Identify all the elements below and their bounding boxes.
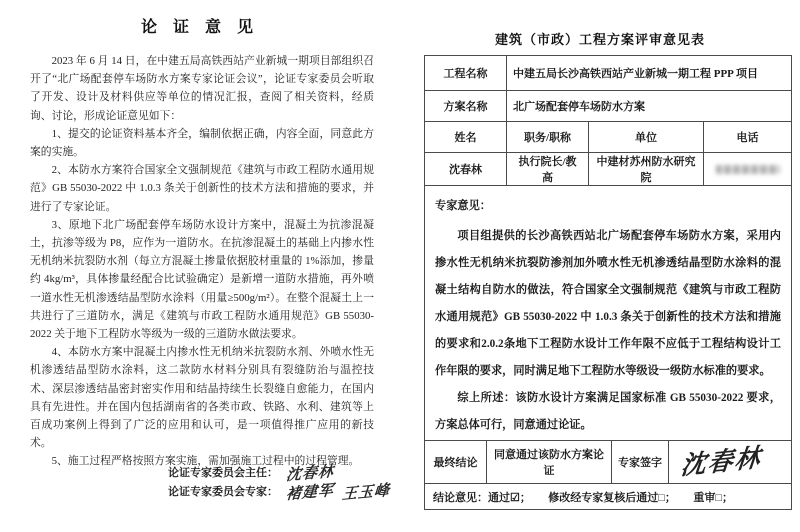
phone-number-redacted xyxy=(716,165,780,174)
expert-signature-1: 褚建军 xyxy=(285,480,335,504)
expert-organization: 中建材苏州防水研究院 xyxy=(588,153,703,185)
conclusion-options-row xyxy=(425,483,791,509)
expert-opinion-paragraph-2: 综上所述：该防水设计方案满足国家标准 GB 55030-2022 要求，方案总体可行，同意通过论证。 xyxy=(435,392,781,431)
final-conclusion-value: 同意通过该防水方案论证 xyxy=(486,441,611,483)
expert-sign-label: 专家签字 xyxy=(611,441,668,483)
opinion-body xyxy=(30,52,374,471)
expert-position: 执行院长/教高 xyxy=(506,153,588,185)
header-organization: 单位 xyxy=(588,122,703,152)
experts-signature-label: 论证专家委员会专家： xyxy=(168,486,278,498)
review-table xyxy=(424,55,792,510)
form-title: 建筑（市政）工程方案评审意见表 xyxy=(494,32,705,47)
expert-info-row xyxy=(425,152,791,185)
expert-header-row xyxy=(425,121,791,152)
final-conclusion-label: 最终结论 xyxy=(433,457,478,469)
chair-signature-label: 论证专家委员会主任： xyxy=(168,467,278,479)
conclusion-revise-unchecked: 修改经专家复核后通过□； xyxy=(548,491,676,504)
project-name-row xyxy=(425,56,791,90)
expert-opinion-label: 专家意见： xyxy=(435,200,491,212)
opinion-item-1: 1、提交的论证资料基本齐全，编制依据正确，内容全面，同意此方案的实施。 xyxy=(30,127,374,159)
expert-signature-2: 王玉峰 xyxy=(341,480,391,504)
header-phone: 电话 xyxy=(703,122,791,152)
scheme-name-label: 方案名称 xyxy=(443,101,488,113)
opinion-item-5: 5、施工过程严格按照方案实施，需加强施工过程中的过程管理。 xyxy=(51,455,360,468)
expert-opinion-row xyxy=(425,185,791,440)
page-title: 论 证 意 见 xyxy=(140,19,259,36)
opinion-item-4: 4、本防水方案中混凝土内掺水性无机纳米抗裂防水剂、外喷水性无机渗透结晶型防水涂料，这二款防水材料分别具有裂缝防治与温控技术、深层渗透结晶密封密实作用和结晶持续生长裂缝自愈能力，在国内具有先进性。并在国内包括湖南省的各类市政、铁路、水利、建筑等上百成功案例上得到了广泛的应用和认可，是一项值得推广应用的新技术。 xyxy=(30,346,374,450)
expert-name: 沈春林 xyxy=(449,164,482,176)
conclusion-options-cell xyxy=(425,484,791,509)
expert-sign-cell xyxy=(668,441,791,483)
conclusion-review-unchecked: 重审□； xyxy=(693,491,733,504)
scheme-name-value: 北广场配套停车场防水方案 xyxy=(506,91,791,121)
conclusion-pass-checked: 结论意见：通过☑； xyxy=(433,491,531,504)
chair-signature-row xyxy=(168,461,390,485)
opinion-item-2: 2、本防水方案符合国家全文强制规范《建筑与市政工程防水通用规范》GB 55030-2022 中 1.0.3 条关于创新性的技术方法和措施的要求，并进行了专家论证。 xyxy=(30,164,374,213)
header-position: 职务/职称 xyxy=(506,122,588,152)
chair-signature: 沈春林 xyxy=(285,461,335,485)
header-name: 姓名 xyxy=(454,132,477,144)
experts-signature-row xyxy=(168,480,391,504)
intro-paragraph: 2023 年 6 月 14 日，在中建五局高铁西站产业新城一期项目部组织召开了“北广场配套停车场防水方案专家论证会议”，论证专家委员会听取了开发、设计及材料供应等单位的情况汇报，查阅了相关资料，经质询、讨论，形成论证意见如下： xyxy=(30,55,374,122)
project-name-label: 工程名称 xyxy=(443,68,488,80)
expert-phone-cell xyxy=(703,153,791,185)
project-name-value: 中建五局长沙高铁西站产业新城一期工程 PPP 项目 xyxy=(506,56,791,90)
expert-opinion-cell xyxy=(425,186,791,440)
opinion-item-3: 3、原地下北广场配套停车场防水设计方案中，混凝土为抗渗混凝土，抗渗等级为 P8，应作为一道防水。在抗渗混凝土的基础上内掺水性无机纳米抗裂防水剂（每立方混凝土掺量依据胶材重量的 1%添加，掺量约 4kg/m³，具体掺量经配合比试验确定）是新增一道防水措施，再外喷一道水性无机渗透结晶型防水涂料（用量≥500g/m²）。在整个混凝土上一共进行了三道防水，满足《建筑与市政工程防水通用规范》GB 55030-2022 关于地下工程防水等级为一级的三道防水做法要求。 xyxy=(30,218,374,341)
final-conclusion-row xyxy=(425,440,791,483)
expert-opinion-paragraph-1: 项目组提供的长沙高铁西站北广场配套停车场防水方案，采用内掺水性无机纳米抗裂防渗剂加外喷水性无机渗透结晶型防水涂料的混凝土结构自防水的做法，符合国家全文强制规范《建筑与市政工程防水通用规范》GB 55030-2022 中 1.0.3 条关于创新性的技术方法和措施的要求和2.0.2条地下工程防水设计工作年限不应低于工程结构设计工作年限的要求，同时满足地下工程防水等级设一级防水标准的要求。 xyxy=(435,230,781,377)
scheme-name-row xyxy=(425,90,791,121)
expert-signature-handwritten: 沈春林 xyxy=(679,442,764,481)
signature-block xyxy=(168,461,391,504)
review-opinion-form-page xyxy=(400,0,800,532)
